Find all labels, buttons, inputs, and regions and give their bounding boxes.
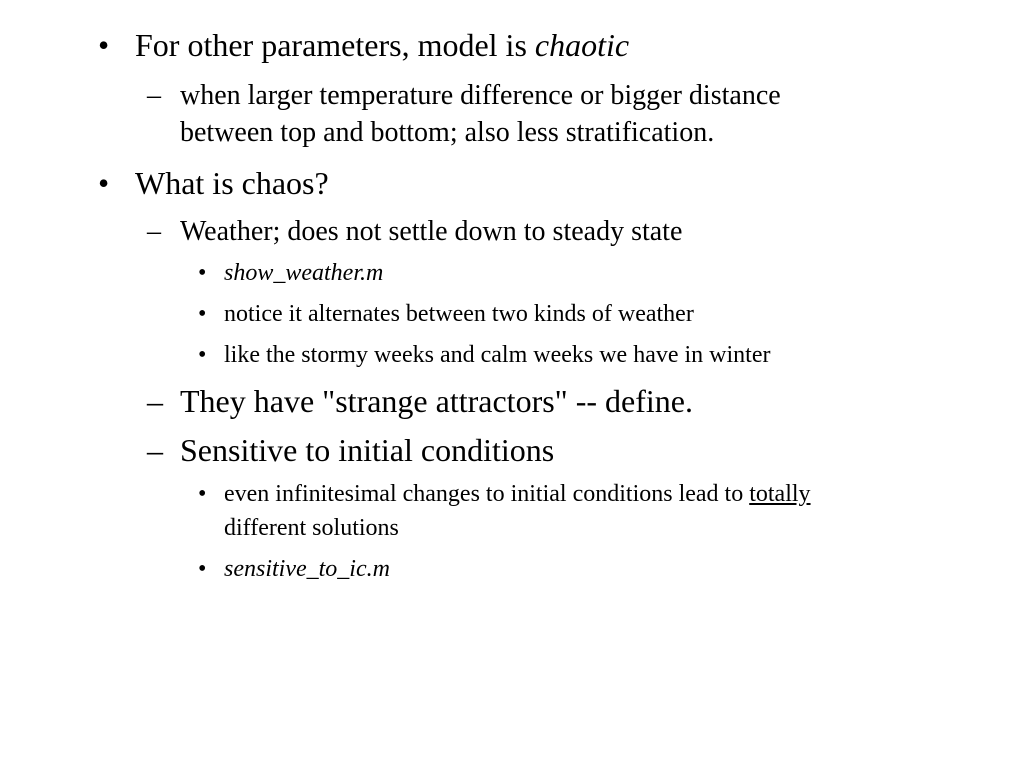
bullet-marker: • <box>98 27 110 63</box>
sub-bullet-text: They have "strange attractors" -- define. <box>180 383 693 419</box>
sub-bullet-text-line1: when larger temperature difference or bigger distance <box>180 80 781 111</box>
sub-sub-bullet-text-line2: different solutions <box>224 515 399 541</box>
bullet-text-emphasis: chaotic <box>534 27 630 63</box>
bullet-marker: • <box>98 165 110 201</box>
sub-sub-bullet-marker: • <box>198 481 207 507</box>
script-filename: sensitive_to_ic.m <box>224 556 390 582</box>
underlined-word: totally <box>749 481 811 507</box>
dash-marker: – <box>147 80 161 111</box>
sub-bullet-text: Sensitive to initial conditions <box>180 432 555 468</box>
sub-sub-bullet-marker: • <box>198 301 207 327</box>
sub-sub-bullet-text: like the stormy weeks and calm weeks we have in winter <box>224 342 771 368</box>
bullet-text: What is chaos? <box>135 165 329 201</box>
sub-sub-bullet-text: notice it alternates between two kinds of weather <box>224 301 694 327</box>
sub-sub-bullet-text-line1 <box>224 477 811 511</box>
script-filename: show_weather.m <box>224 260 384 286</box>
sub-sub-bullet-text-plain: even infinitesimal changes to initial conditions lead to <box>224 481 750 507</box>
sub-bullet-text-line2: between top and bottom; also less stratification. <box>180 117 715 148</box>
sub-bullet-text: Weather; does not settle down to steady state <box>180 216 683 247</box>
bullet-text-plain: For other parameters, model is <box>135 27 535 63</box>
sub-sub-bullet-marker: • <box>198 342 207 368</box>
sub-sub-bullet-marker: • <box>198 260 207 286</box>
bullet-text <box>135 26 629 64</box>
dash-marker: – <box>147 432 163 468</box>
dash-marker: – <box>147 383 163 419</box>
dash-marker: – <box>147 216 161 247</box>
sub-sub-bullet-marker: • <box>198 556 207 582</box>
